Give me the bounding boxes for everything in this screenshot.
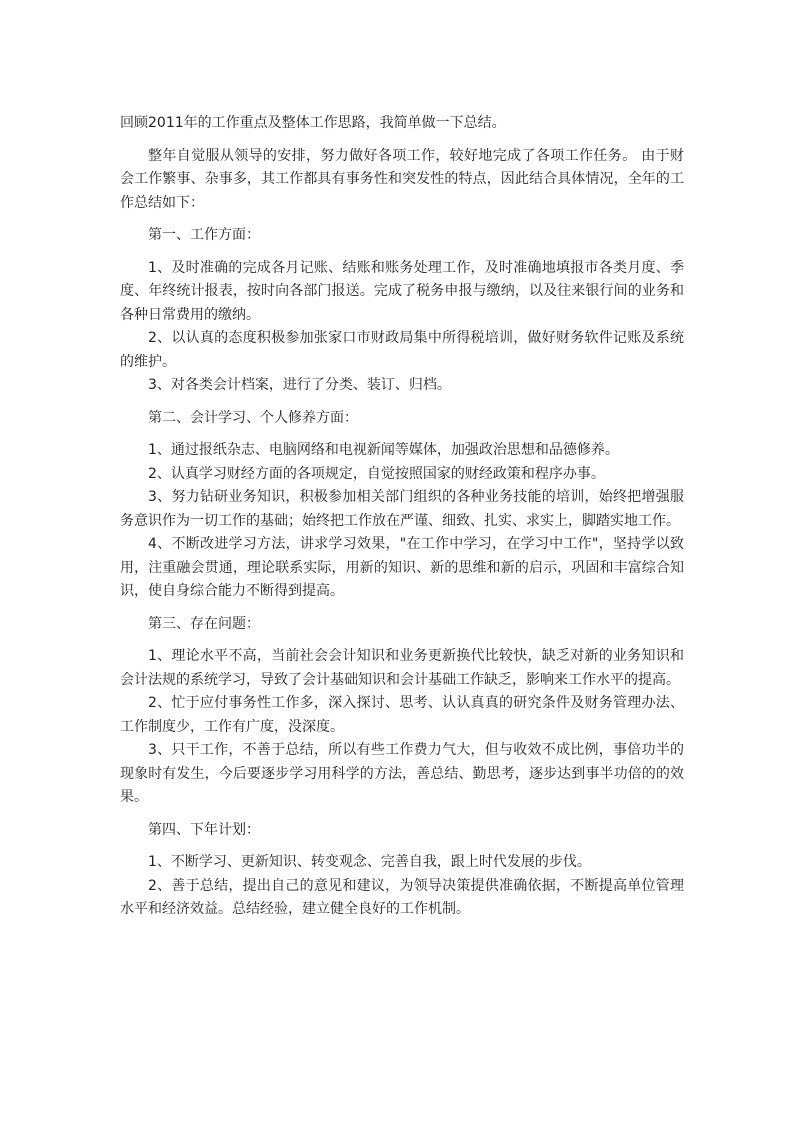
list-item: 3、只干工作，不善于总结，所以有些工作费力气大，但与收效不成比例，事倍功半的现象时有发生，今后要逐步学习用科学的方法，善总结、勤思考，逐步达到事半功倍的的效果。: [120, 742, 684, 805]
list-item: 1、及时准确的完成各月记账、结账和账务处理工作，及时准确地填报市各类月度、季度、年终统计报表，按时向各部门报送。完成了税务申报与缴纳，以及往来银行间的业务和各种日常费用的缴纳。: [120, 259, 684, 323]
list-item: 3、对各类会计档案，进行了分类、装订、归档。: [148, 377, 451, 393]
intro-paragraph: 回顾2011年的工作重点及整体工作思路，我简单做一下总结。: [120, 115, 506, 131]
list-item: 1、通过报纸杂志、电脑网络和电视新闻等媒体，加强政治思想和品德修养。: [148, 442, 619, 458]
document-body: [120, 112, 684, 922]
list-item: 4、不断改进学习方法，讲求学习效果，"在工作中学习，在学习中工作"，坚持学以致用，注重融会贯通，理论联系实际，用新的知识、新的思维和新的启示，巩固和丰富综合知识，使自身综合能力不断得到提高。: [120, 536, 684, 599]
list-item: 2、善于总结，提出自己的意见和建议，为领导决策提供准确依据，不断提高单位管理水平和经济效益。总结经验，建立健全良好的工作机制。: [120, 877, 684, 917]
overview-paragraph: 整年自觉服从领导的安排，努力做好各项工作，较好地完成了各项工作任务。 由于财会工作繁事、杂事多，其工作都具有事务性和突发性的特点，因此结合具体情况，全年的工作总结如下：: [120, 147, 684, 211]
list-item: 3、努力钻研业务知识，积极参加相关部门组织的各种业务技能的培训，始终把增强服务意识作为一切工作的基础；始终把工作放在严谨、细致、扎实、求实上，脚踏实地工作。: [120, 489, 684, 529]
list-item: 2、以认真的态度积极参加张家口市财政局集中所得税培训，做好财务软件记账及系统的维护。: [120, 330, 684, 370]
list-item: 2、忙于应付事务性工作多，深入探讨、思考、认认真真的研究条件及财务管理办法、工作制度少，工作有广度，没深度。: [120, 695, 684, 735]
list-item: 2、认真学习财经方面的各项规定，自觉按照国家的财经政策和程序办事。: [148, 465, 605, 482]
section-heading: 第一、工作方面：: [148, 227, 260, 243]
section-heading: 第三、存在问题：: [148, 615, 260, 632]
list-item: 1、不断学习、更新知识、转变观念、完善自我，跟上时代发展的步伐。: [148, 854, 591, 870]
section-heading: 第二、会计学习、个人修养方面：: [148, 409, 358, 426]
section-heading: 第四、下年计划：: [148, 821, 260, 838]
list-item: 1、理论水平不高，当前社会会计知识和业务更新换代比较快，缺乏对新的业务知识和会计法规的系统学习，导致了会计基础知识和会计基础工作缺乏，影响来工作水平的提高。: [120, 648, 684, 688]
